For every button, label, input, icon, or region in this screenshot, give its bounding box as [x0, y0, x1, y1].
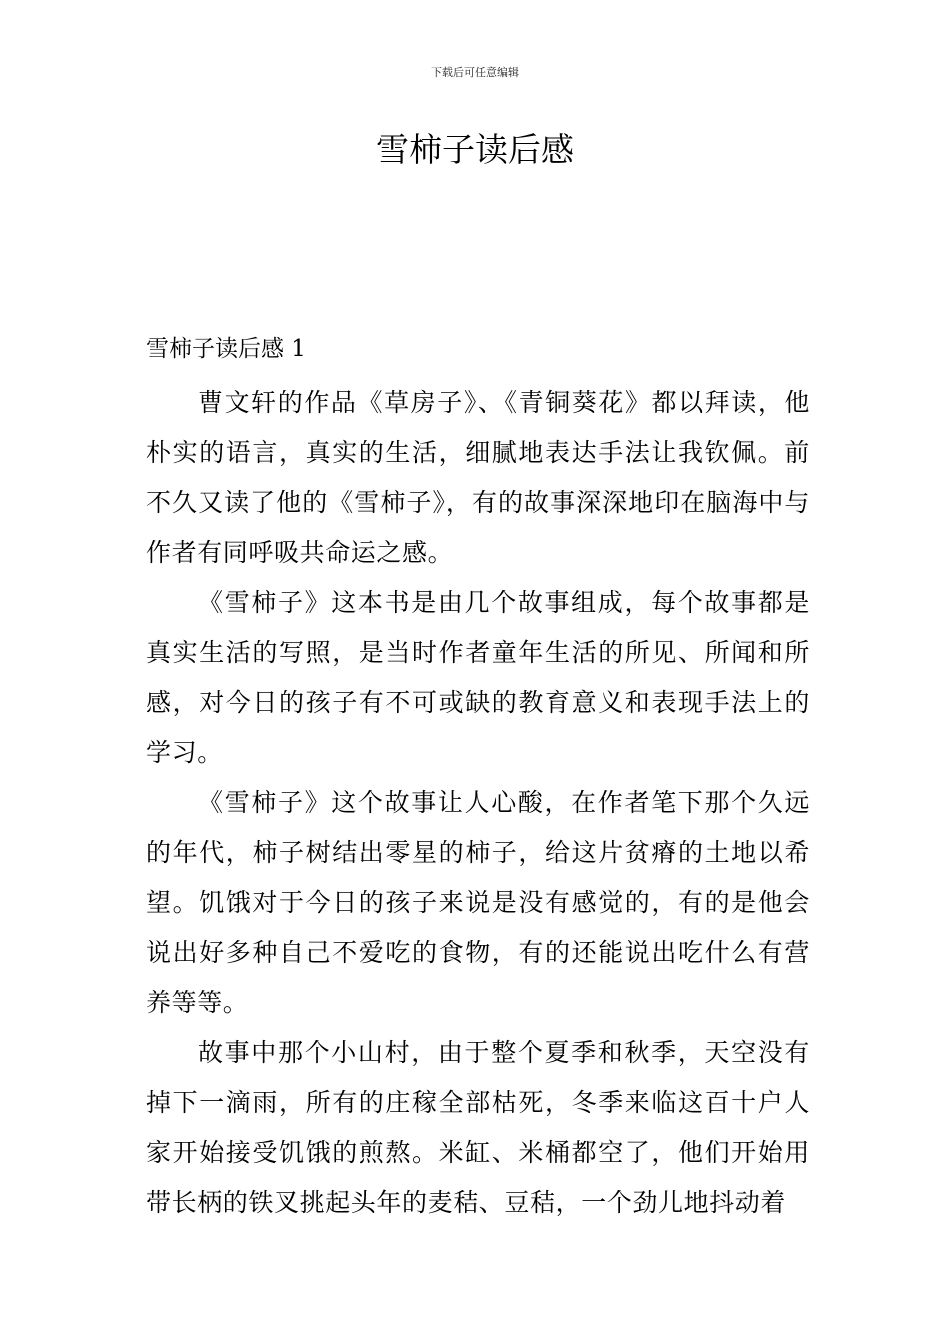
- document-title: 雪柿子读后感: [376, 130, 574, 169]
- page-header-note: 下载后可任意编辑: [431, 66, 519, 79]
- body-text: [146, 378, 810, 1228]
- paragraph: 《雪柿子》这本书是由几个故事组成，每个故事都是真实生活的写照，是当时作者童年生活的所见、所闻和所感，对今日的孩子有不可或缺的教育意义和表现手法上的学习。: [146, 588, 810, 767]
- paragraph: 《雪柿子》这个故事让人心酸，在作者笔下那个久远的年代，柿子树结出零星的柿子，给这片贫瘠的土地以希望。饥饿对于今日的孩子来说是没有感觉的，有的是他会说出好多种自己不爱吃的食物，有的还能说出吃什么有营养等等。: [146, 788, 810, 1017]
- paragraph: 曹文轩的作品《草房子》、《青铜葵花》都以拜读，他朴实的语言，真实的生活，细腻地表达手法让我钦佩。前不久又读了他的《雪柿子》，有的故事深深地印在脑海中与作者有同呼吸共命运之感。: [146, 388, 810, 567]
- section-heading: 雪柿子读后感 1: [146, 336, 306, 362]
- paragraph: 故事中那个小山村，由于整个夏季和秋季，天空没有掉下一滴雨，所有的庄稼全部枯死，冬季来临这百十户人家开始接受饥饿的煎熬。米缸、米桶都空了，他们开始用带长柄的铁叉挑起头年的麦秸、豆秸，一个劲儿地抖动着: [146, 1038, 810, 1217]
